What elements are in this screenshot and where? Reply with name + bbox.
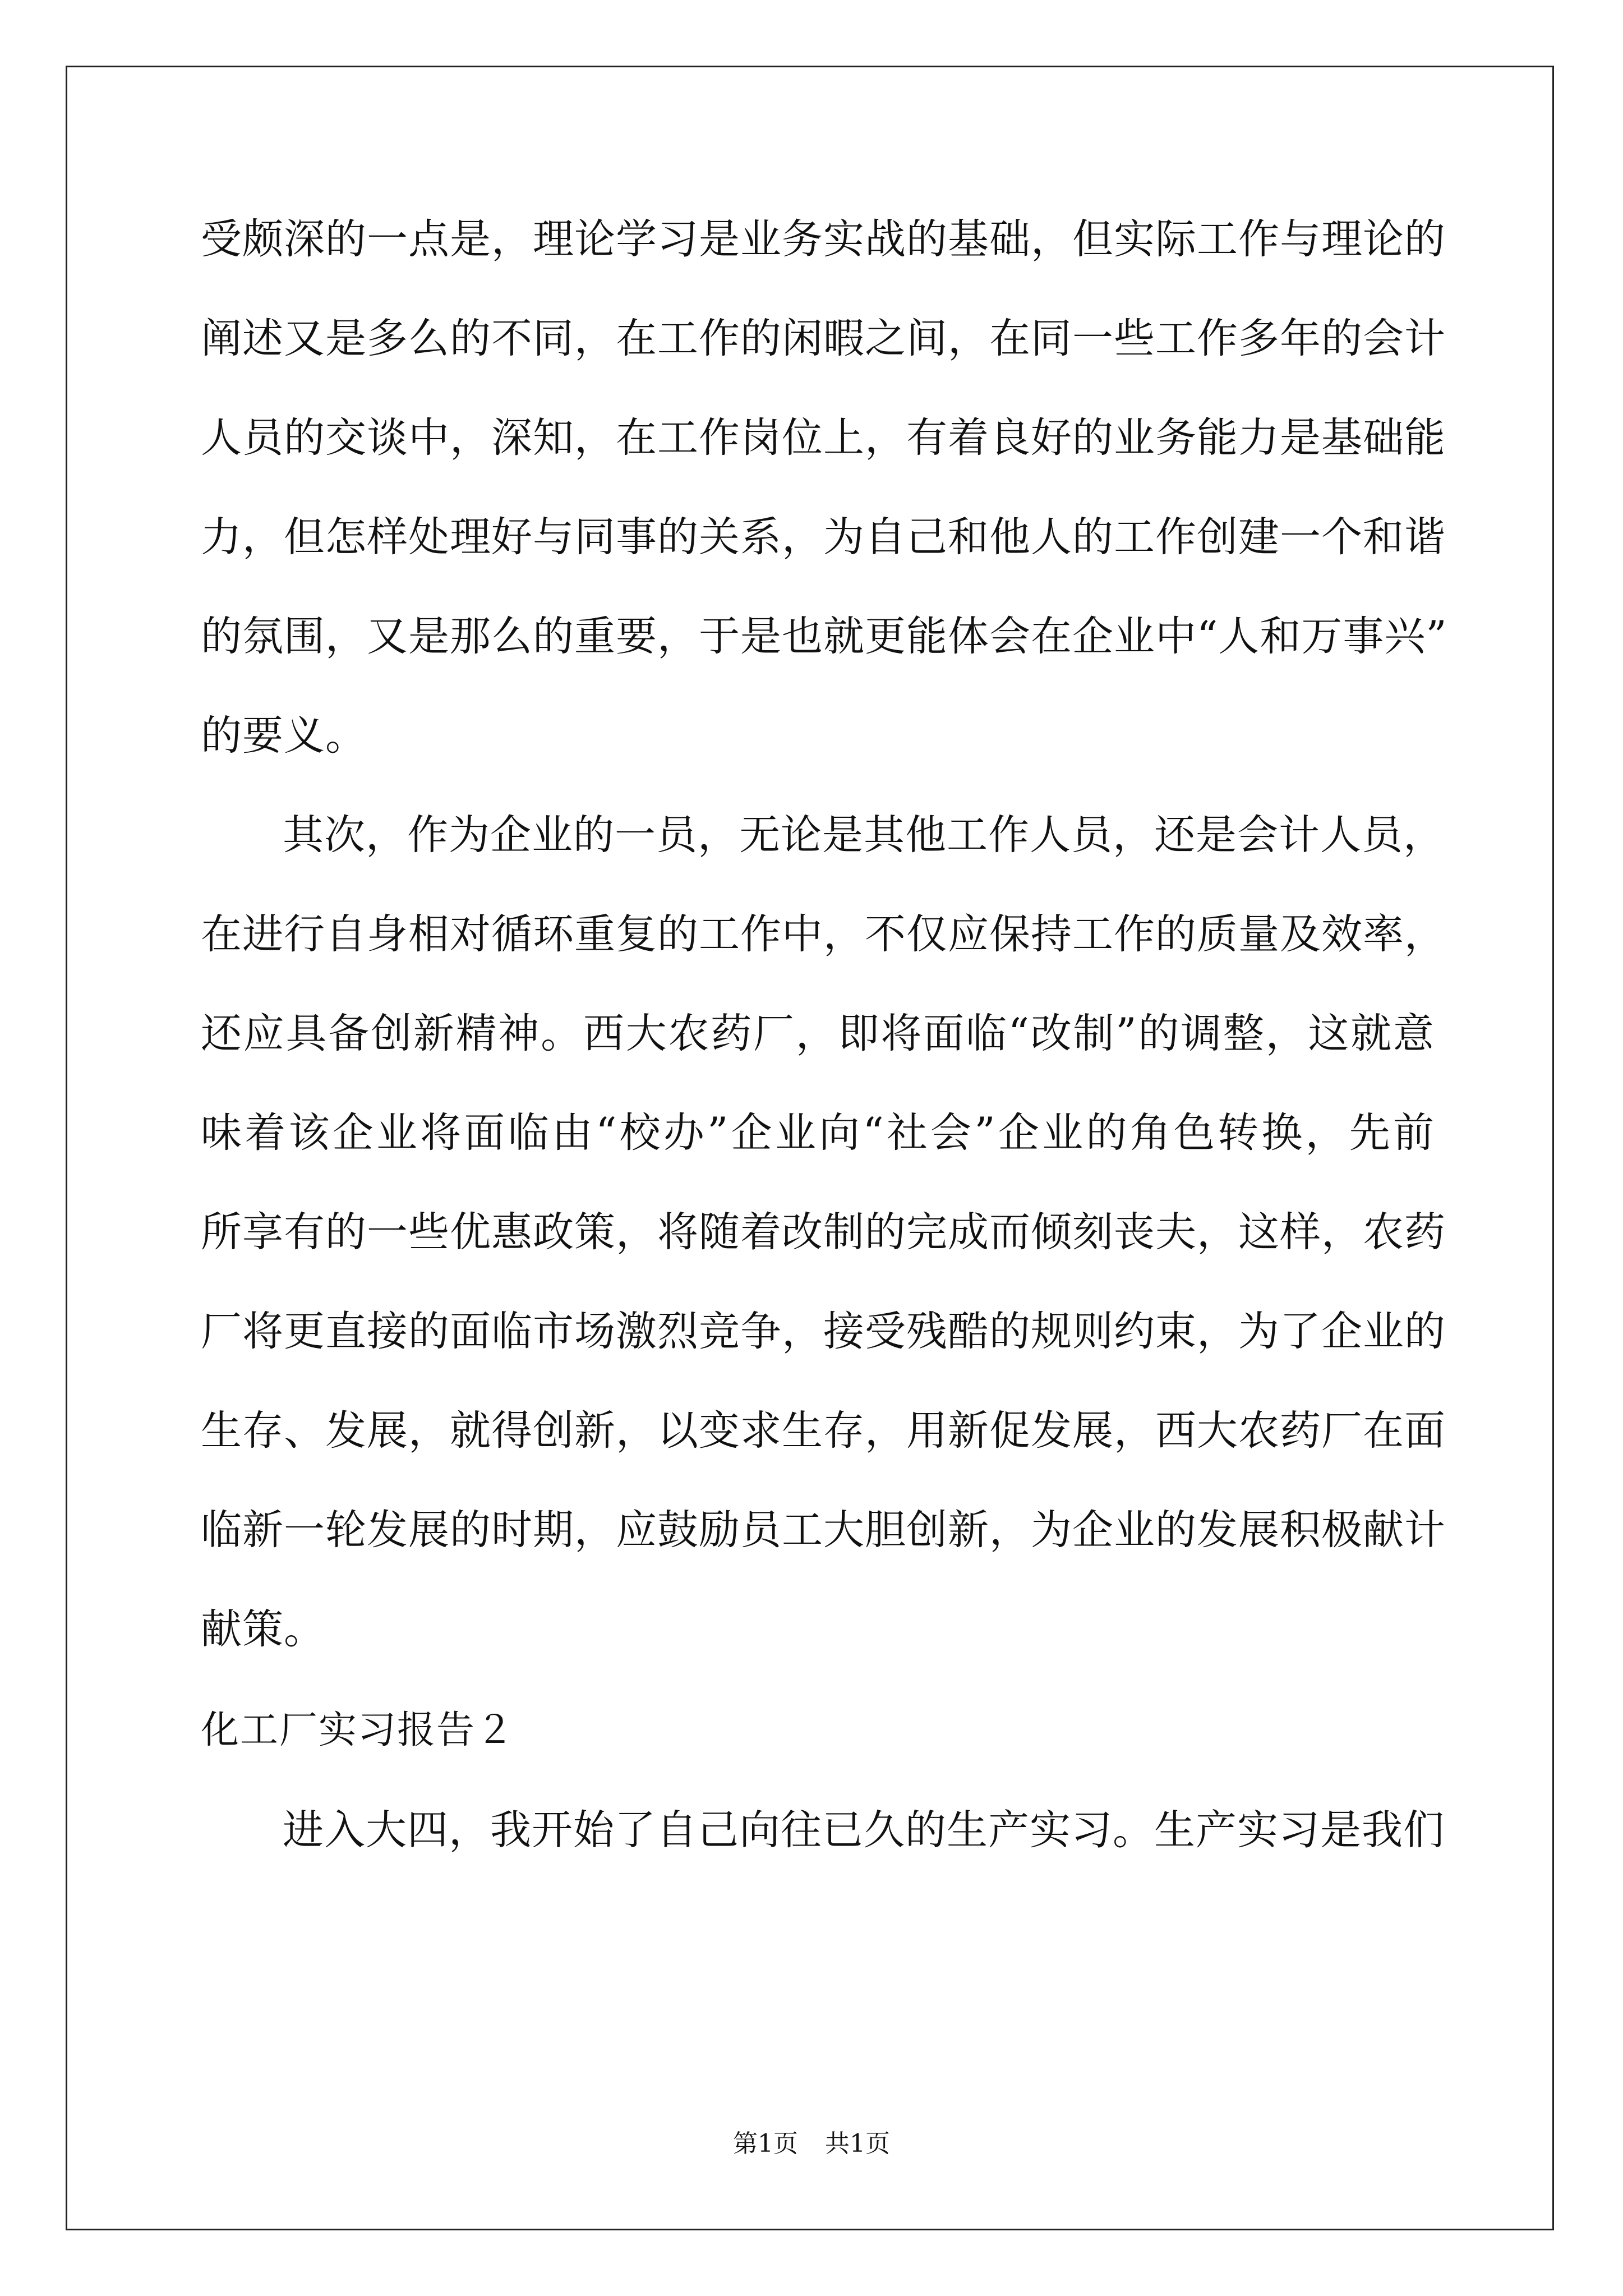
text-line: 力，但怎样处理好与同事的关系，为自己和他人的工作创建一个和谐	[201, 513, 1446, 561]
text-line: 味着该企业将面临由“校办”企业向“社会”企业的角色转换，先前	[201, 1109, 1435, 1157]
page-total: 共1页	[825, 2129, 890, 2158]
text-line: 临新一轮发展的时期，应鼓励员工大胆创新，为企业的发展积极献计	[201, 1506, 1446, 1554]
paragraph-first-line: 其次，作为企业的一员，无论是其他工作人员，还是会计人员，	[283, 811, 1445, 859]
text-line: 的氛围，又是那么的重要，于是也就更能体会在企业中“人和万事兴”	[201, 613, 1447, 660]
text-line: 人员的交谈中，深知，在工作岗位上，有着良好的业务能力是基础能	[201, 414, 1446, 462]
text-line: 阐述又是多么的不同，在工作的闲暇之间，在同一些工作多年的会计	[201, 315, 1446, 362]
paragraph-first-line: 进入大四，我开始了自己向往已久的生产实习。生产实习是我们	[283, 1806, 1445, 1854]
page-number: 第1页	[733, 2129, 798, 2158]
text-line: 厂将更直接的面临市场激烈竞争，接受残酷的规则约束，为了企业的	[201, 1308, 1446, 1355]
text-line: 受颇深的一点是，理论学习是业务实战的基础，但实际工作与理论的	[201, 215, 1446, 263]
text-line: 所享有的一些优惠政策，将随着改制的完成而倾刻丧夫，这样，农药	[201, 1208, 1446, 1256]
text-line: 在进行自身相对循环重复的工作中，不仅应保持工作的质量及效率，	[201, 910, 1446, 958]
page-footer	[0, 2129, 1623, 2158]
text-line: 献策。	[201, 1605, 325, 1653]
text-line: 还应具备创新精神。西大农药厂，即将面临“改制”的调整，这就意	[201, 1010, 1435, 1057]
text-line: 生存、发展，就得创新，以变求生存，用新促发展，西大农药厂在面	[201, 1407, 1446, 1455]
text-line: 的要义。	[201, 712, 367, 760]
section-heading: 化工厂实习报告２	[201, 1708, 515, 1752]
